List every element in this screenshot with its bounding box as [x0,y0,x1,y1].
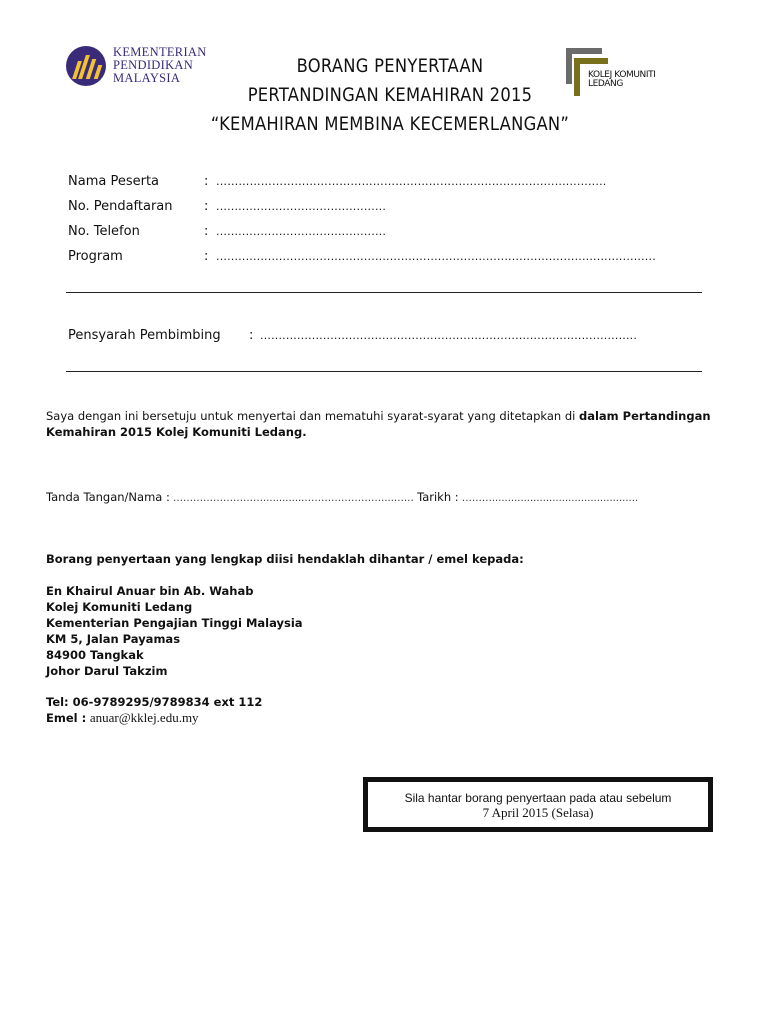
signature-blank[interactable]: ……………………….............……………………...…… [169,493,418,504]
submission-address [46,583,303,679]
page-title [180,52,600,139]
program-colon: : [204,249,209,264]
address-line: 84900 Tangkak [46,648,144,662]
supervisor-label: Pensyarah Pembimbing [68,328,221,343]
deadline-notice-text: Sila hantar borang penyertaan pada atau sebelum [404,791,672,805]
divider-line-1 [66,292,702,293]
college-logo-line2: LEDANG [588,79,623,89]
title-line-1: BORANG PENYERTAAN [296,55,484,77]
phone-number-blank[interactable]: .............................................. [216,225,387,238]
ministry-logo-line2: PENDIDIKAN [113,58,194,72]
date-blank[interactable]: ……….............................................. [458,493,639,504]
telephone: Tel: 06-9789295/9789834 ext 112 [46,695,263,709]
registration-number-label: No. Pendaftaran [68,199,173,214]
ministry-logo-line3: MALAYSIA [113,71,181,85]
address-line: En Khairul Anuar bin Ab. Wahab [46,584,254,598]
divider-line-2 [66,371,702,372]
phone-number-label: No. Telefon [68,224,140,239]
agreement-text: Saya dengan ini bersetuju untuk menyertai dan mematuhi syarat-syarat yang ditetapkan di [46,409,579,423]
college-logo-text [588,71,656,89]
participant-name-colon: : [204,174,209,189]
supervisor-colon: : [249,328,254,343]
program-blank[interactable]: ....................................................................................................................... [216,250,656,263]
college-logo-line1: KOLEJ KOMUNITI [588,70,656,80]
address-line: Kementerian Pengajian Tinggi Malaysia [46,616,303,630]
deadline-date: 7 April 2015 (Selasa) [482,805,594,820]
registration-number-blank[interactable]: .............................................. [216,200,387,213]
date-label: Tarikh : [417,490,459,504]
phone-number-colon: : [204,224,209,239]
ministry-logo-line1: KEMENTERIAN [113,45,207,59]
participant-name-blank[interactable]: ……………………………………………………….......................................... [216,175,607,188]
participant-name-label: Nama Peserta [68,174,160,189]
supervisor-blank[interactable]: ...................................................................................................... [260,329,638,342]
contact-info [46,694,262,726]
email-address[interactable]: anuar@kklej.edu.my [89,710,199,725]
signature-label: Tanda Tangan/Nama : [46,490,170,504]
agreement-text-bold: dalam Pertandingan Kemahiran 2015 Kolej Komuniti Ledang. [46,409,711,439]
agreement-statement [46,408,746,440]
college-logo [566,48,676,98]
email-label: Emel : [46,711,87,725]
program-label: Program [68,249,123,264]
deadline-notice-box [363,777,713,832]
ministry-emblem-icon [66,46,106,86]
title-line-2: PERTANDINGAN KEMAHIRAN 2015 [247,84,533,106]
address-line: Johor Darul Takzim [46,664,168,678]
title-line-3: “KEMAHIRAN MEMBINA KECEMERLANGAN” [210,113,570,135]
signature-line [46,489,746,507]
address-line: KM 5, Jalan Payamas [46,632,181,646]
submission-heading: Borang penyertaan yang lengkap diisi hendaklah dihantar / emel kepada: [46,552,524,566]
registration-number-colon: : [204,199,209,214]
address-line: Kolej Komuniti Ledang [46,600,193,614]
